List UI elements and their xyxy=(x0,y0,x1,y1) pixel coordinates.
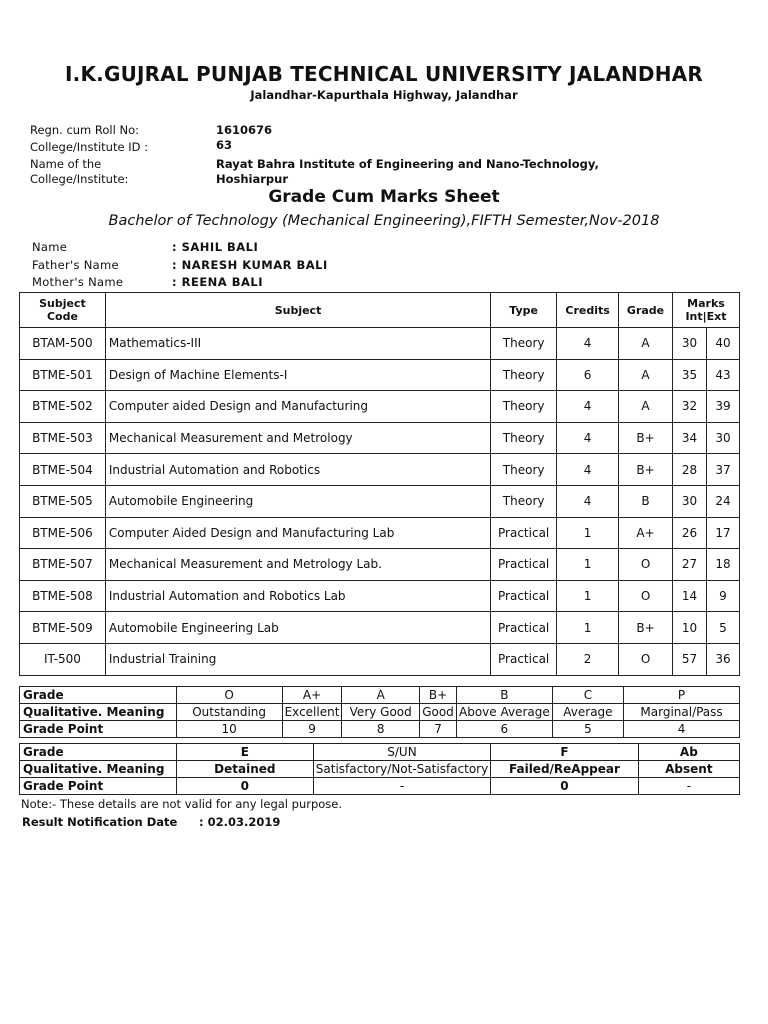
grade-cell: A xyxy=(619,359,673,391)
credits-cell: 4 xyxy=(557,485,619,517)
legend2-meaning-cell: Failed/ReAppear xyxy=(491,761,639,778)
program-line: Bachelor of Technology (Mechanical Engineering),FIFTH Semester,Nov-2018 xyxy=(108,213,660,229)
subject-type-cell: Practical xyxy=(491,643,557,675)
legend2-point-cell: 0 xyxy=(491,778,639,795)
student-name-label: Name xyxy=(32,240,68,254)
internal-marks-cell: 30 xyxy=(673,485,707,517)
table-row xyxy=(20,391,740,423)
subject-type-cell: Theory xyxy=(491,454,557,486)
subject-name-cell: Industrial Training xyxy=(105,643,490,675)
subject-type-cell: Theory xyxy=(491,485,557,517)
legend1-grade-row xyxy=(20,687,740,704)
subject-name-cell: Computer aided Design and Manufacturing xyxy=(105,391,490,423)
grade-cell: B+ xyxy=(619,422,673,454)
legend1-grade-cell: A+ xyxy=(282,687,342,704)
external-marks-cell: 9 xyxy=(706,580,739,612)
legend2-point-label: Grade Point xyxy=(20,778,177,795)
legend1-point-cell: 10 xyxy=(176,721,282,738)
legend1-point-cell: 9 xyxy=(282,721,342,738)
legend1-point-cell: 7 xyxy=(420,721,457,738)
legend1-meaning-cell: Above Average xyxy=(457,704,553,721)
legal-note: Note:- These details are not valid for any legal purpose. xyxy=(21,797,343,811)
subject-name-cell: Industrial Automation and Robotics xyxy=(105,454,490,486)
legend1-grade-cell: P xyxy=(624,687,740,704)
legend2-grade-cell: E xyxy=(176,744,313,761)
grade-cell: O xyxy=(619,580,673,612)
table-row xyxy=(20,517,740,549)
legend2-grade-row xyxy=(20,744,740,761)
result-notification xyxy=(22,815,280,829)
grade-cell: B+ xyxy=(619,612,673,644)
notification-label: Result Notification Date xyxy=(22,815,178,829)
legend1-point-cell: 6 xyxy=(457,721,553,738)
subject-code-cell: BTME-508 xyxy=(20,580,106,612)
header-code-line-1: Subject xyxy=(39,297,86,310)
legend1-grade-cell: B+ xyxy=(420,687,457,704)
subject-code-cell: BTME-507 xyxy=(20,549,106,581)
legend2-point-cell: - xyxy=(638,778,739,795)
internal-marks-cell: 30 xyxy=(673,328,707,360)
credits-cell: 4 xyxy=(557,422,619,454)
credits-cell: 2 xyxy=(557,643,619,675)
mother-name-value: : REENA BALI xyxy=(172,275,263,289)
table-row xyxy=(20,422,740,454)
table-row xyxy=(20,643,740,675)
subject-type-cell: Theory xyxy=(491,422,557,454)
college-name-value-2: Hoshiarpur xyxy=(216,172,289,186)
legend2-grade-cell: Ab xyxy=(638,744,739,761)
internal-marks-cell: 27 xyxy=(673,549,707,581)
legend1-grade-cell: A xyxy=(342,687,420,704)
notification-date: : 02.03.2019 xyxy=(199,815,281,829)
table-row xyxy=(20,359,740,391)
subject-name-cell: Mathematics-III xyxy=(105,328,490,360)
table-row xyxy=(20,485,740,517)
subject-type-cell: Theory xyxy=(491,391,557,423)
grade-legend-table xyxy=(19,686,740,738)
subject-name-cell: Design of Machine Elements-I xyxy=(105,359,490,391)
credits-cell: 1 xyxy=(557,517,619,549)
subject-code-cell: BTME-502 xyxy=(20,391,106,423)
credits-cell: 1 xyxy=(557,612,619,644)
header-credits: Credits xyxy=(557,293,619,328)
marks-table-header xyxy=(20,293,740,328)
external-marks-cell: 40 xyxy=(706,328,739,360)
external-marks-cell: 37 xyxy=(706,454,739,486)
external-marks-cell: 36 xyxy=(706,643,739,675)
legend2-point-cell: 0 xyxy=(176,778,313,795)
legend1-meaning-cell: Very Good xyxy=(342,704,420,721)
credits-cell: 4 xyxy=(557,391,619,423)
legend2-meaning-cell: Absent xyxy=(638,761,739,778)
subject-type-cell: Practical xyxy=(491,612,557,644)
external-marks-cell: 24 xyxy=(706,485,739,517)
special-grade-legend-table xyxy=(19,743,740,795)
grade-cell: O xyxy=(619,549,673,581)
legend1-point-row xyxy=(20,721,740,738)
grade-cell: O xyxy=(619,643,673,675)
legend1-grade-cell: C xyxy=(552,687,623,704)
mother-name-label: Mother's Name xyxy=(32,275,124,289)
legend2-point-row xyxy=(20,778,740,795)
internal-marks-cell: 10 xyxy=(673,612,707,644)
subject-code-cell: BTAM-500 xyxy=(20,328,106,360)
subject-code-cell: BTME-506 xyxy=(20,517,106,549)
header-marks xyxy=(673,293,740,328)
university-title: I.K.GUJRAL PUNJAB TECHNICAL UNIVERSITY JALANDHAR xyxy=(65,62,703,86)
table-row xyxy=(20,549,740,581)
roll-number-label: Regn. cum Roll No: xyxy=(30,123,139,137)
subject-type-cell: Practical xyxy=(491,549,557,581)
legend1-meaning-cell: Marginal/Pass xyxy=(624,704,740,721)
father-name-value: : NARESH KUMAR BALI xyxy=(172,258,328,272)
legend2-meaning-row xyxy=(20,761,740,778)
header-int-ext: Int|Ext xyxy=(685,310,727,323)
table-row xyxy=(20,580,740,612)
legend1-meaning-cell: Outstanding xyxy=(176,704,282,721)
credits-cell: 1 xyxy=(557,580,619,612)
legend2-point-cell: - xyxy=(313,778,490,795)
subject-name-cell: Computer Aided Design and Manufacturing Lab xyxy=(105,517,490,549)
grade-cell: A xyxy=(619,328,673,360)
student-name-value: : SAHIL BALI xyxy=(172,240,259,254)
header-marks-label: Marks xyxy=(687,297,725,310)
table-row xyxy=(20,612,740,644)
marks-table xyxy=(19,292,740,676)
external-marks-cell: 5 xyxy=(706,612,739,644)
legend1-grade-cell: O xyxy=(176,687,282,704)
legend1-point-cell: 8 xyxy=(342,721,420,738)
college-id-value: 63 xyxy=(216,138,233,152)
header-subject-code xyxy=(20,293,106,328)
grade-cell: B xyxy=(619,485,673,517)
internal-marks-cell: 26 xyxy=(673,517,707,549)
legend1-meaning-cell: Average xyxy=(552,704,623,721)
internal-marks-cell: 32 xyxy=(673,391,707,423)
college-id-label: College/Institute ID : xyxy=(30,140,148,154)
college-name-value-1: Rayat Bahra Institute of Engineering and Nano-Technology, xyxy=(216,157,599,171)
legend1-grade-label: Grade xyxy=(20,687,177,704)
legend1-meaning-label: Qualitative. Meaning xyxy=(20,704,177,721)
subject-name-cell: Mechanical Measurement and Metrology Lab. xyxy=(105,549,490,581)
legend2-grade-cell: F xyxy=(491,744,639,761)
header-grade: Grade xyxy=(619,293,673,328)
legend1-point-label: Grade Point xyxy=(20,721,177,738)
external-marks-cell: 30 xyxy=(706,422,739,454)
subject-code-cell: BTME-503 xyxy=(20,422,106,454)
college-name-label-1: Name of the xyxy=(30,157,102,171)
subject-type-cell: Theory xyxy=(491,359,557,391)
table-row xyxy=(20,328,740,360)
internal-marks-cell: 35 xyxy=(673,359,707,391)
credits-cell: 4 xyxy=(557,328,619,360)
subject-name-cell: Automobile Engineering xyxy=(105,485,490,517)
legend1-meaning-row xyxy=(20,704,740,721)
university-address: Jalandhar-Kapurthala Highway, Jalandhar xyxy=(250,88,518,102)
legend2-grade-label: Grade xyxy=(20,744,177,761)
college-name-label-2: College/Institute: xyxy=(30,172,129,186)
subject-code-cell: BTME-505 xyxy=(20,485,106,517)
external-marks-cell: 17 xyxy=(706,517,739,549)
legend1-point-cell: 5 xyxy=(552,721,623,738)
header-code-line-2: Code xyxy=(46,310,78,323)
legend1-meaning-cell: Good xyxy=(420,704,457,721)
credits-cell: 4 xyxy=(557,454,619,486)
legend2-meaning-cell: Satisfactory/Not-Satisfactory xyxy=(313,761,490,778)
internal-marks-cell: 34 xyxy=(673,422,707,454)
external-marks-cell: 39 xyxy=(706,391,739,423)
sheet-title: Grade Cum Marks Sheet xyxy=(268,187,500,207)
subject-code-cell: IT-500 xyxy=(20,643,106,675)
legend1-grade-cell: B xyxy=(457,687,553,704)
subject-name-cell: Mechanical Measurement and Metrology xyxy=(105,422,490,454)
grade-cell: A xyxy=(619,391,673,423)
legend2-meaning-cell: Detained xyxy=(176,761,313,778)
roll-number-value: 1610676 xyxy=(216,123,273,137)
father-name-label: Father's Name xyxy=(32,258,119,272)
subject-code-cell: BTME-509 xyxy=(20,612,106,644)
grade-cell: B+ xyxy=(619,454,673,486)
internal-marks-cell: 28 xyxy=(673,454,707,486)
header-subject: Subject xyxy=(105,293,490,328)
credits-cell: 6 xyxy=(557,359,619,391)
grade-cell: A+ xyxy=(619,517,673,549)
subject-name-cell: Industrial Automation and Robotics Lab xyxy=(105,580,490,612)
credits-cell: 1 xyxy=(557,549,619,581)
legend2-grade-cell: S/UN xyxy=(313,744,490,761)
internal-marks-cell: 57 xyxy=(673,643,707,675)
legend1-point-cell: 4 xyxy=(624,721,740,738)
external-marks-cell: 18 xyxy=(706,549,739,581)
internal-marks-cell: 14 xyxy=(673,580,707,612)
subject-code-cell: BTME-501 xyxy=(20,359,106,391)
header-type: Type xyxy=(491,293,557,328)
legend2-meaning-label: Qualitative. Meaning xyxy=(20,761,177,778)
subject-type-cell: Practical xyxy=(491,517,557,549)
subject-code-cell: BTME-504 xyxy=(20,454,106,486)
table-row xyxy=(20,454,740,486)
subject-type-cell: Theory xyxy=(491,328,557,360)
external-marks-cell: 43 xyxy=(706,359,739,391)
subject-type-cell: Practical xyxy=(491,580,557,612)
subject-name-cell: Automobile Engineering Lab xyxy=(105,612,490,644)
legend1-meaning-cell: Excellent xyxy=(282,704,342,721)
